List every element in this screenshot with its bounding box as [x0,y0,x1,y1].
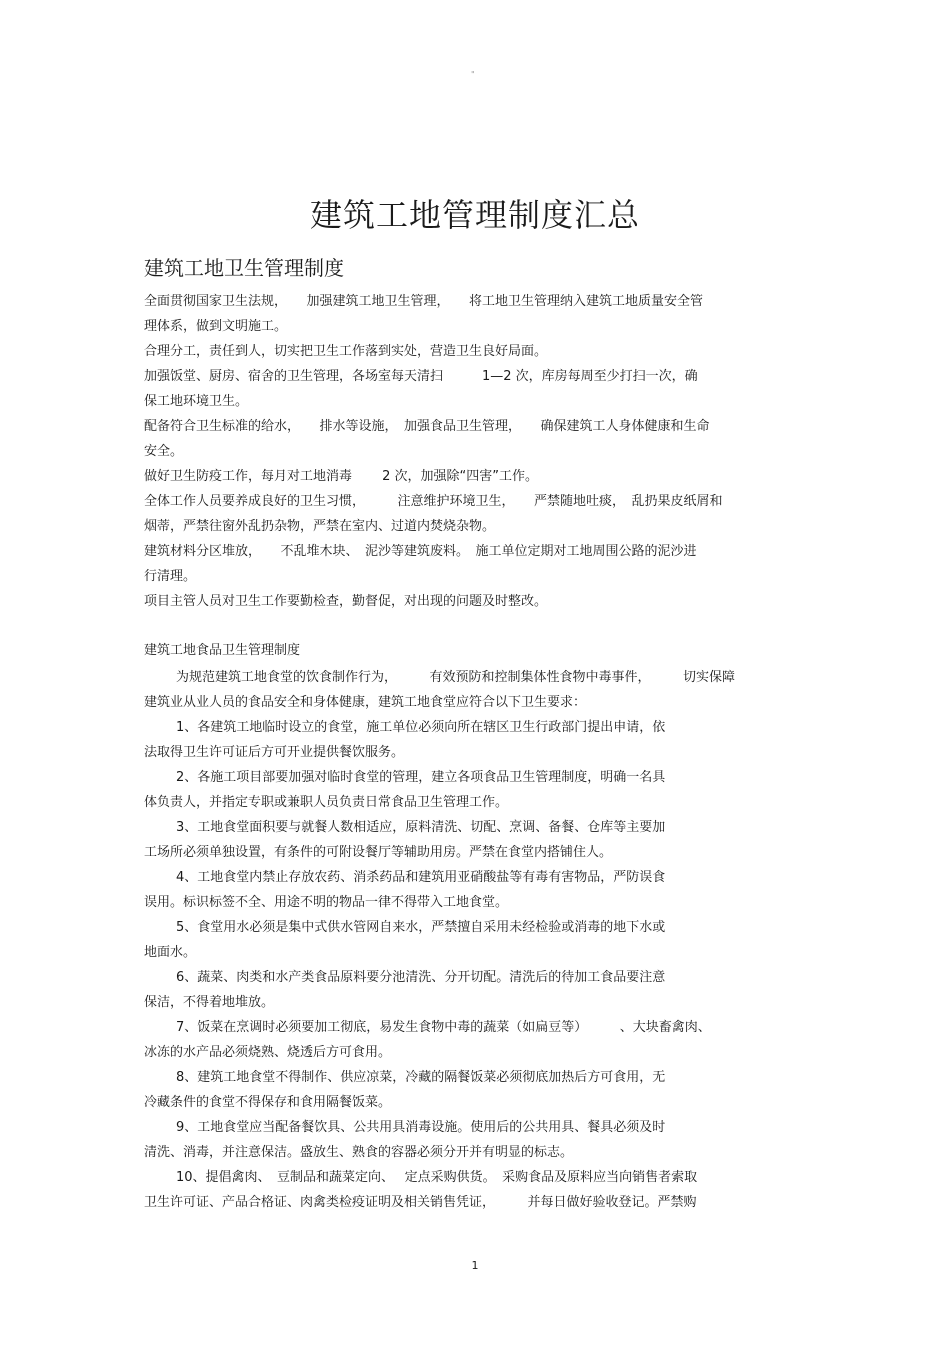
paragraph-line: 项目主管人员对卫生工作要勤检查，勤督促，对出现的问题及时整改。 [144,594,548,609]
paragraph-line: 保工地环境卫生。 [144,394,249,409]
paragraph-line: 地面水。 [144,945,197,960]
paragraph-line: 配备符合卫生标准的给水， 排水等设施， 加强食品卫生管理， 确保建筑工人身体健康和生命 [144,419,710,434]
paragraph-line: 2、各施工项目部要加强对临时食堂的管理，建立各项食品卫生管理制度，明确一名具 [176,770,666,785]
paragraph-line: 烟蒂，严禁往窗外乱扔杂物，严禁在室内、过道内焚烧杂物。 [144,519,496,534]
paragraph-line: 1、各建筑工地临时设立的食堂，施工单位必须向所在辖区卫生行政部门提出申请，依 [176,720,666,735]
page-number: 1 [471,1259,479,1272]
paragraph-line: 做好卫生防疫工作，每月对工地消毒 2 次，加强除“四害”工作。 [144,469,539,484]
section-title-hygiene: 建筑工地卫生管理制度 [144,256,344,280]
paragraph-line: 8、建筑工地食堂不得制作、供应凉菜，冷藏的隔餐饭菜必须彻底加热后方可食用，无 [176,1070,666,1085]
paragraph-line: 5、食堂用水必须是集中式供水管网自来水，严禁擅自采用未经检验或消毒的地下水或 [176,920,666,935]
paragraph-line: 全体工作人员要养成良好的卫生习惯， 注意维护环境卫生， 严禁随地吐痰， 乱扔果皮纸屑和 [144,494,723,509]
paragraph-line: 3、工地食堂面积要与就餐人数相适应，原料清洗、切配、烹调、备餐、仓库等主要加 [176,820,666,835]
paragraph-line: 全面贯彻国家卫生法规， 加强建筑工地卫生管理， 将工地卫生管理纳入建筑工地质量安全管 [144,294,704,309]
paragraph-line: 行清理。 [144,569,197,584]
paragraph-line: 建筑业从业人员的食品安全和身体健康，建筑工地食堂应符合以下卫生要求： [144,695,587,710]
paragraph-line: 4、工地食堂内禁止存放农药、消杀药品和建筑用亚硝酸盐等有毒有害物品，严防误食 [176,870,666,885]
paragraph-line: 理体系，做到文明施工。 [144,319,288,334]
section-hygiene-body [144,289,809,614]
paragraph-line: 合理分工，责任到人，切实把卫生工作落到实处，营造卫生良好局面。 [144,344,548,359]
paragraph-line: 安全。 [144,444,184,459]
document-title: 建筑工地管理制度汇总 [309,196,640,235]
paragraph-line: 9、工地食堂应当配备餐饮具、公共用具消毒设施。使用后的公共用具、餐具必须及时 [176,1120,666,1135]
paragraph-line: 卫生许可证、产品合格证、肉禽类检疫证明及相关销售凭证， 并每日做好验收登记。严禁购 [144,1195,697,1210]
paragraph-line: 工场所必须单独设置，有条件的可附设餐厅等辅助用房。严禁在食堂内搭铺住人。 [144,845,613,860]
paragraph-line: 10、提倡禽肉、 豆制品和蔬菜定向、 定点采购供货。 采购食品及原料应当向销售者索取 [176,1170,698,1185]
paragraph-line: 冰冻的水产品必须烧熟、烧透后方可食用。 [144,1045,392,1060]
paragraph-line: 7、饭菜在烹调时必须要加工彻底，易发生食物中毒的蔬菜（如扁豆等） 、大块畜禽肉、 [176,1020,711,1035]
top-mark: " [471,70,475,79]
paragraph-line: 法取得卫生许可证后方可开业提供餐饮服务。 [144,745,405,760]
paragraph-line: 误用。标识标签不全、用途不明的物品一律不得带入工地食堂。 [144,895,509,910]
section-title-food-hygiene: 建筑工地食品卫生管理制度 [144,643,301,658]
section-food-hygiene-body [144,665,809,1215]
paragraph-line: 建筑材料分区堆放， 不乱堆木块、 泥沙等建筑废料。 施工单位定期对工地周围公路的泥沙进 [144,544,697,559]
paragraph-line: 加强饭堂、厨房、宿舍的卫生管理，各场室每天清扫 1—2 次，库房每周至少打扫一次，确 [144,369,698,384]
paragraph-line: 体负责人，并指定专职或兼职人员负责日常食品卫生管理工作。 [144,795,509,810]
paragraph-line: 清洗、消毒，并注意保洁。盛放生、熟食的容器必须分开并有明显的标志。 [144,1145,574,1160]
paragraph-line: 为规范建筑工地食堂的饮食制作行为， 有效预防和控制集体性食物中毒事件， 切实保障 [176,670,736,685]
paragraph-line: 保洁，不得着地堆放。 [144,995,275,1010]
paragraph-line: 冷藏条件的食堂不得保存和食用隔餐饭菜。 [144,1095,392,1110]
paragraph-line: 6、蔬菜、肉类和水产类食品原料要分池清洗、分开切配。清洗后的待加工食品要注意 [176,970,666,985]
